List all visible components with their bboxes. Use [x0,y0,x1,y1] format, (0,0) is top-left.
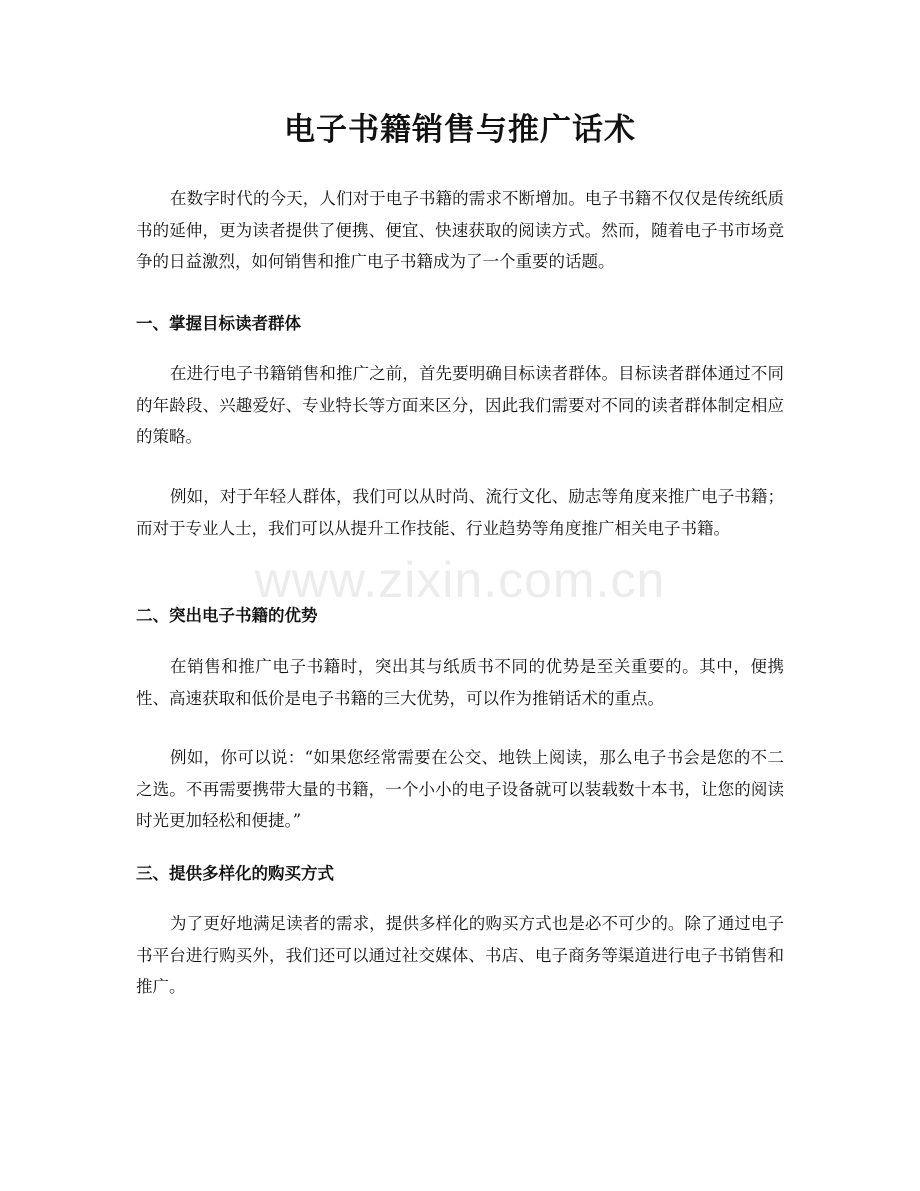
watermark: www.zixin.com.cn [254,552,666,608]
section-2-heading: 二、突出电子书籍的优势 [136,606,318,625]
section-2-paragraph-1: 在销售和推广电子书籍时，突出其与纸质书不同的优势是至关重要的。其中，便携性、高速获取和低价是电子书籍的三大优势，可以作为推销话术的重点。 [136,657,784,708]
section-3-heading: 三、提供多样化的购买方式 [136,864,334,883]
section-1-paragraph-2: 例如，对于年轻人群体，我们可以从时尚、流行文化、励志等角度来推广电子书籍；而对于专业人士，我们可以从提升工作技能、行业趋势等角度推广相关电子书籍。 [136,487,784,538]
section-1-heading: 一、掌握目标读者群体 [136,314,301,333]
section-2-paragraph-2: 例如，你可以说：“如果您经常需要在公交、地铁上阅读，那么电子书会是您的不二之选。不再需要携带大量的书籍，一个小小的电子设备就可以装载数十本书，让您的阅读时光更加轻松和便捷。” [136,748,784,831]
section-1-paragraph-1: 在进行电子书籍销售和推广之前，首先要明确目标读者群体。目标读者群体通过不同的年龄段、兴趣爱好、专业特长等方面来区分，因此我们需要对不同的读者群体制定相应的策略。 [136,364,784,447]
section-3-paragraph-1: 为了更好地满足读者的需求，提供多样化的购买方式也是必不可少的。除了通过电子书平台进行购买外，我们还可以通过社交媒体、书店、电子商务等渠道进行电子书销售和推广。 [136,914,784,997]
intro-paragraph: 在数字时代的今天，人们对于电子书籍的需求不断增加。电子书籍不仅仅是传统纸质书的延伸，更为读者提供了便携、便宜、快速获取的阅读方式。然而，随着电子书市场竞争的日益激烈，如何销售和推广电子书籍成为了一个重要的话题。 [136,189,784,272]
document-title: 电子书籍销售与推广话术 [284,112,636,148]
